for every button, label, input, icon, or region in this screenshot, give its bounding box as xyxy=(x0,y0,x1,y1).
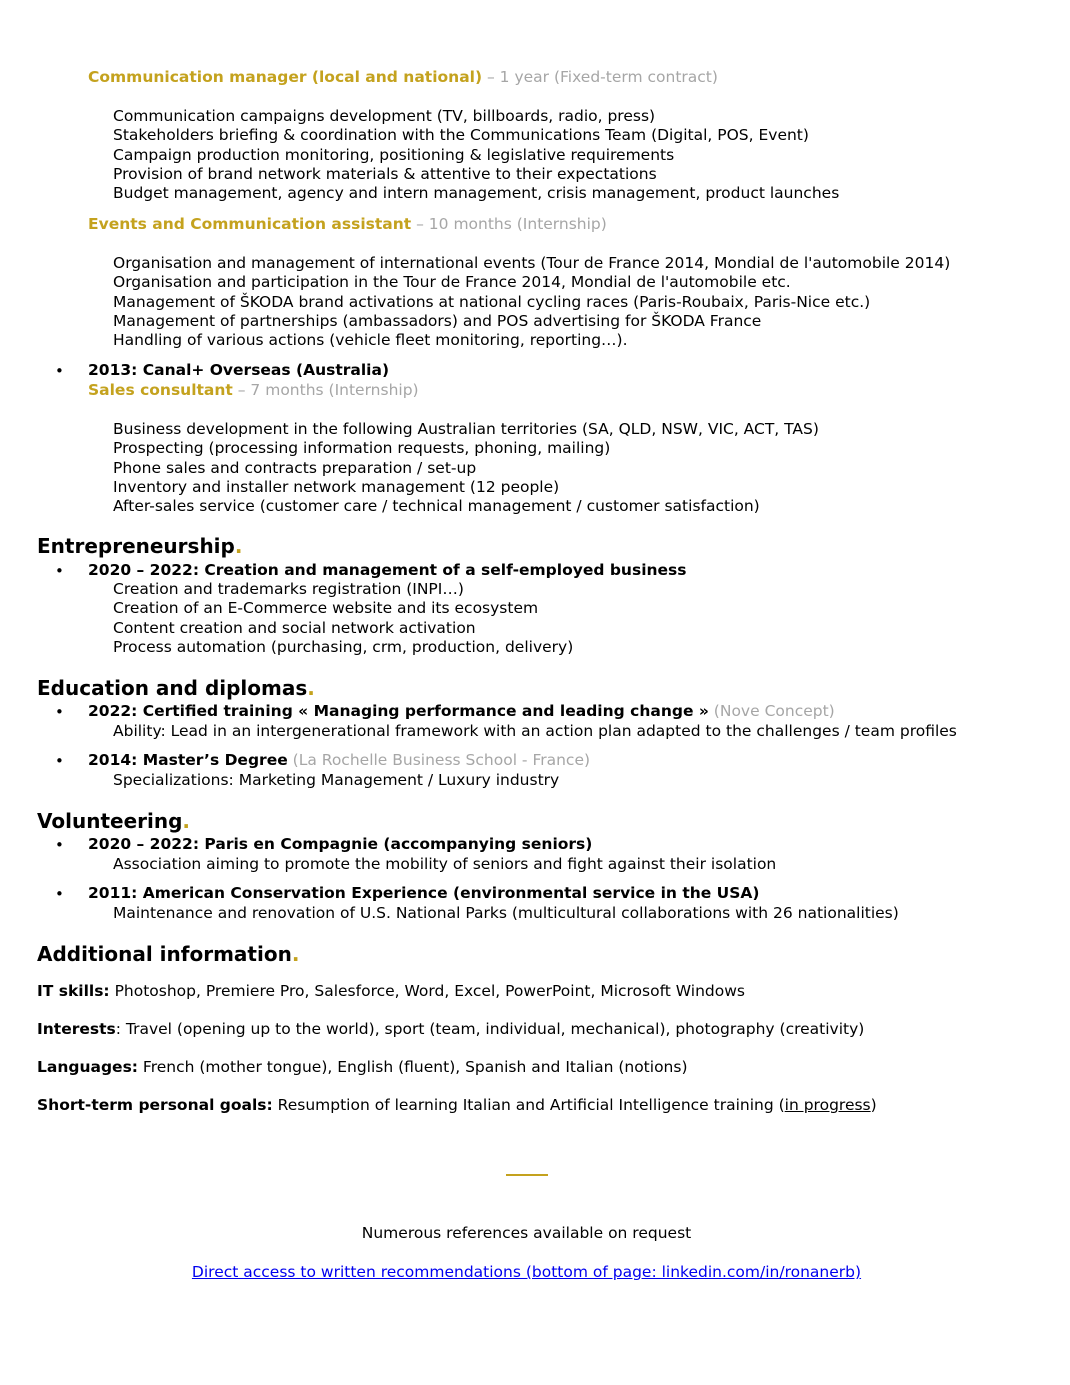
entry-heading: 2020 – 2022: Creation and management of a self-employed business xyxy=(88,561,687,579)
task-item: Inventory and installer network management (12 people) xyxy=(113,477,560,496)
languages-line xyxy=(37,1058,688,1076)
entry-heading xyxy=(88,751,590,769)
role-heading xyxy=(88,215,607,233)
in-progress-text: in progress xyxy=(784,1096,871,1114)
info-value: French (mother tongue), English (fluent), Spanish and Italian (notions) xyxy=(138,1058,688,1076)
recommendations-link-row xyxy=(0,1263,1053,1281)
info-value: Resumption of learning Italian and Artificial Intelligence training ( xyxy=(272,1096,785,1114)
task-item: Provision of brand network materials & attentive to their expectations xyxy=(113,164,657,183)
role-duration: – 1 year (Fixed-term contract) xyxy=(482,68,718,86)
section-title xyxy=(37,676,315,700)
role-duration: – 10 months (Internship) xyxy=(411,215,607,233)
task-item: Campaign production monitoring, positioning & legislative requirements xyxy=(113,145,675,164)
it-skills-line xyxy=(37,982,745,1000)
institution: (La Rochelle Business School - France) xyxy=(287,751,591,769)
bullet: • xyxy=(55,752,64,770)
task-item: After-sales service (customer care / technical management / customer satisfaction) xyxy=(113,497,760,516)
role-duration: – 7 months (Internship) xyxy=(232,381,419,399)
section-title xyxy=(37,809,190,833)
section-title-dot: . xyxy=(234,534,243,558)
separator-line xyxy=(506,1174,548,1176)
section-title-dot: . xyxy=(182,809,191,833)
task-item: Budget management, agency and intern management, crisis management, product launches xyxy=(113,184,840,203)
section-title xyxy=(37,534,242,558)
role-title: Sales consultant xyxy=(88,381,233,399)
section-title-text: Entrepreneurship xyxy=(37,534,235,558)
task-item: Communication campaigns development (TV, billboards, radio, press) xyxy=(113,107,656,125)
entry-detail: Ability: Lead in an intergenerational framework with an action plan adapted to the challenges / team profiles xyxy=(113,722,957,740)
info-label: Interests xyxy=(37,1020,116,1038)
task-item: Content creation and social network activation xyxy=(113,618,476,637)
task-item: Organisation and management of international events (Tour de France 2014, Mondial de l'automobile 2014) xyxy=(113,254,951,272)
info-label: Short-term personal goals: xyxy=(37,1096,273,1114)
entry-heading xyxy=(88,702,835,720)
bullet: • xyxy=(55,885,64,903)
bullet: • xyxy=(55,836,64,854)
institution: (Nove Concept) xyxy=(708,702,835,720)
task-item: Management of ŠKODA brand activations at national cycling races (Paris-Roubaix, Paris-Nice etc.) xyxy=(113,292,871,311)
info-label: Languages: xyxy=(37,1058,138,1076)
section-title-dot: . xyxy=(307,676,315,700)
role-title: Events and Communication assistant xyxy=(88,215,412,233)
interests-line xyxy=(37,1020,864,1038)
task-list xyxy=(113,580,573,657)
entry-heading: 2011: American Conservation Experience (environmental service in the USA) xyxy=(88,884,760,902)
task-item: Handling of various actions (vehicle fleet monitoring, reporting…). xyxy=(113,331,628,350)
task-item: Prospecting (processing information requests, phoning, mailing) xyxy=(113,439,611,458)
task-item: Creation and trademarks registration (INPI…) xyxy=(113,580,464,598)
entry-detail: Maintenance and renovation of U.S. National Parks (multicultural collaborations with 26 nationalities) xyxy=(113,904,899,922)
task-item: Business development in the following Australian territories (SA, QLD, NSW, VIC, ACT, TAS) xyxy=(113,420,819,438)
task-item: Management of partnerships (ambassadors) and POS advertising for ŠKODA France xyxy=(113,311,762,330)
role-title: Communication manager (local and national) xyxy=(88,68,483,86)
section-title-text: Volunteering xyxy=(37,809,183,833)
task-list xyxy=(113,107,839,203)
entry-heading-text: 2022: Certified training « Managing performance and leading change » xyxy=(88,702,709,720)
task-item: Organisation and participation in the Tour de France 2014, Mondial de l'automobile etc. xyxy=(113,273,791,292)
entry-detail: Association aiming to promote the mobility of seniors and fight against their isolation xyxy=(113,855,777,873)
task-item: Creation of an E-Commerce website and its ecosystem xyxy=(113,599,539,618)
info-value: Photoshop, Premiere Pro, Salesforce, Word, Excel, PowerPoint, Microsoft Windows xyxy=(109,982,745,1000)
entry-heading: 2013: Canal+ Overseas (Australia) xyxy=(88,361,390,379)
bullet: • xyxy=(55,703,64,721)
task-list xyxy=(113,420,819,516)
info-value-end: ) xyxy=(870,1096,877,1114)
section-title-text: Additional information xyxy=(37,942,292,966)
role-heading xyxy=(88,68,718,86)
task-item: Phone sales and contracts preparation / set-up xyxy=(113,458,477,477)
role-heading xyxy=(88,381,419,399)
section-title-text: Education and diplomas xyxy=(37,676,308,700)
task-item: Process automation (purchasing, crm, production, delivery) xyxy=(113,637,574,656)
entry-heading: 2020 – 2022: Paris en Compagnie (accompanying seniors) xyxy=(88,835,593,853)
entry-detail: Specializations: Marketing Management / Luxury industry xyxy=(113,771,560,789)
section-title-dot: . xyxy=(291,942,300,966)
task-item: Stakeholders briefing & coordination with the Communications Team (Digital, POS, Event) xyxy=(113,126,809,145)
task-list xyxy=(113,254,950,350)
info-label: IT skills: xyxy=(37,982,110,1000)
bullet: • xyxy=(55,362,64,380)
info-value: : Travel (opening up to the world), sport (team, individual, mechanical), photography (creativity) xyxy=(115,1020,865,1038)
references-note: Numerous references available on request xyxy=(361,1224,692,1242)
goals-line xyxy=(37,1096,877,1114)
section-title xyxy=(37,942,299,966)
bullet: • xyxy=(55,562,64,580)
recommendations-link[interactable]: Direct access to written recommendations (bottom of page: linkedin.com/in/ronanerb) xyxy=(191,1263,862,1281)
entry-heading-text: 2014: Master’s Degree xyxy=(88,751,288,769)
